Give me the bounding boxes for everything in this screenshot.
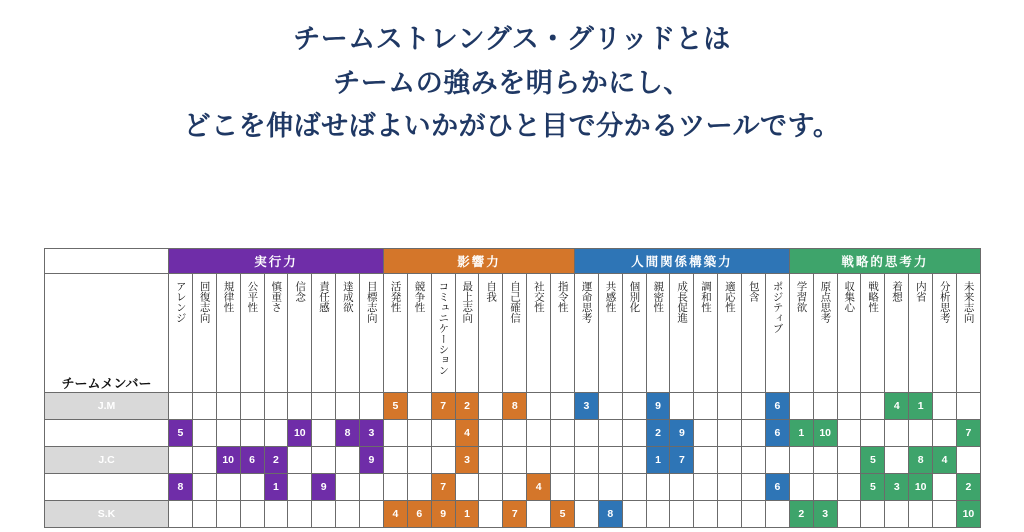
grid-cell-empty	[312, 420, 336, 447]
grid-cell-empty	[789, 393, 813, 420]
grid-cell-empty	[622, 447, 646, 474]
category-label: 戦略性	[867, 281, 880, 313]
grid-cell-empty	[503, 447, 527, 474]
grid-cell-empty	[742, 393, 766, 420]
grid-cell-value: 6	[240, 447, 264, 474]
category-label: 調和性	[700, 281, 713, 313]
grid-cell-empty	[670, 393, 694, 420]
grid-cell-empty	[789, 447, 813, 474]
grid-body	[45, 393, 981, 528]
grid-cell-empty	[861, 393, 885, 420]
grid-cell-empty	[527, 393, 551, 420]
category-header	[765, 274, 789, 393]
grid-cell-empty	[360, 501, 384, 528]
grid-cell-empty	[837, 447, 861, 474]
grid-cell-empty	[813, 447, 837, 474]
grid-cell-value: 9	[670, 420, 694, 447]
grid-cell-empty	[264, 393, 288, 420]
grid-cell-empty	[407, 474, 431, 501]
category-header	[837, 274, 861, 393]
grid-cell-empty	[240, 501, 264, 528]
table-row	[45, 447, 981, 474]
grid-cell-value: 9	[312, 474, 336, 501]
category-label: 個別化	[628, 281, 641, 313]
grid-cell-empty	[694, 447, 718, 474]
grid-cell-empty	[503, 420, 527, 447]
grid-cell-value: 3	[813, 501, 837, 528]
category-header	[694, 274, 718, 393]
grid-cell-empty	[742, 447, 766, 474]
grid-cell-empty	[694, 474, 718, 501]
category-header	[909, 274, 933, 393]
grid-cell-value: 10	[216, 447, 240, 474]
grid-cell-empty	[646, 501, 670, 528]
grid-cell-value: 2	[789, 501, 813, 528]
grid-cell-empty	[240, 420, 264, 447]
grid-cell-empty	[192, 501, 216, 528]
category-header	[216, 274, 240, 393]
grid-cell-empty	[742, 474, 766, 501]
category-label: 自我	[485, 281, 498, 302]
category-label: 指令性	[556, 281, 569, 313]
category-label: 未来志向	[962, 281, 975, 323]
grid-cell-empty	[837, 474, 861, 501]
category-header	[861, 274, 885, 393]
grid-cell-value: 2	[264, 447, 288, 474]
grid-cell-empty	[622, 501, 646, 528]
grid-cell-empty	[336, 501, 360, 528]
category-header	[551, 274, 575, 393]
grid-cell-empty	[837, 393, 861, 420]
grid-cell-empty	[646, 474, 670, 501]
category-header	[956, 274, 980, 393]
grid-cell-value: 1	[264, 474, 288, 501]
category-header	[527, 274, 551, 393]
grid-cell-value: 4	[383, 501, 407, 528]
grid-cell-value: 2	[455, 393, 479, 420]
category-header	[670, 274, 694, 393]
grid-cell-empty	[885, 501, 909, 528]
grid-cell-empty	[360, 393, 384, 420]
category-label: 運命思考	[580, 281, 593, 323]
category-label: 内省	[914, 281, 927, 302]
category-header	[885, 274, 909, 393]
grid-cell-empty	[169, 447, 193, 474]
category-header	[479, 274, 503, 393]
grid-cell-empty	[288, 501, 312, 528]
grid-cell-value: 6	[765, 393, 789, 420]
grid-cell-value: 4	[933, 447, 957, 474]
grid-cell-empty	[765, 501, 789, 528]
grid-cell-empty	[718, 501, 742, 528]
grid-cell-value: 8	[336, 420, 360, 447]
grid-cell-empty	[527, 501, 551, 528]
grid-cell-value: 9	[360, 447, 384, 474]
category-header	[622, 274, 646, 393]
category-header	[288, 274, 312, 393]
category-label: 達成欲	[341, 281, 354, 313]
grid-cell-empty	[383, 474, 407, 501]
grid-cell-value: 1	[909, 393, 933, 420]
group-header-corner	[45, 249, 169, 274]
grid-cell-empty	[718, 420, 742, 447]
grid-cell-empty	[551, 474, 575, 501]
grid-cell-value: 4	[527, 474, 551, 501]
grid-cell-empty	[837, 420, 861, 447]
grid-cell-empty	[933, 501, 957, 528]
grid-cell-empty	[192, 474, 216, 501]
grid-cell-value: 7	[956, 420, 980, 447]
grid-cell-empty	[622, 474, 646, 501]
grid-cell-empty	[336, 474, 360, 501]
grid-cell-empty	[574, 420, 598, 447]
grid-cell-value: 5	[551, 501, 575, 528]
grid-cell-empty	[169, 393, 193, 420]
grid-cell-value: 9	[646, 393, 670, 420]
category-label: 最上志向	[461, 281, 474, 323]
grid-cell-empty	[192, 447, 216, 474]
grid-cell-empty	[216, 420, 240, 447]
grid-cell-empty	[479, 420, 503, 447]
category-header	[718, 274, 742, 393]
grid-cell-empty	[694, 501, 718, 528]
category-label: アレンジ	[174, 281, 187, 323]
grid-cell-empty	[360, 474, 384, 501]
category-label: 社交性	[532, 281, 545, 313]
grid-cell-empty	[216, 393, 240, 420]
grid-cell-empty	[598, 393, 622, 420]
grid-cell-value: 8	[909, 447, 933, 474]
grid-cell-value: 8	[598, 501, 622, 528]
category-label: 慎重さ	[270, 281, 283, 313]
grid-cell-empty	[813, 474, 837, 501]
grid-cell-empty	[455, 474, 479, 501]
grid-cell-empty	[336, 393, 360, 420]
table-row	[45, 501, 981, 528]
grid-cell-empty	[885, 447, 909, 474]
category-header	[383, 274, 407, 393]
table-row	[45, 393, 981, 420]
group-header-4: 戦略的思考力	[789, 249, 980, 274]
category-label: 活発性	[389, 281, 402, 313]
grid-cell-empty	[694, 420, 718, 447]
grid-cell-empty	[742, 420, 766, 447]
grid-cell-empty	[288, 474, 312, 501]
grid-cell-empty	[479, 474, 503, 501]
category-header	[598, 274, 622, 393]
grid-cell-value: 6	[765, 420, 789, 447]
grid-cell-value: 5	[169, 420, 193, 447]
member-name: S.K	[45, 501, 169, 528]
grid-cell-value: 7	[670, 447, 694, 474]
grid-cell-empty	[431, 420, 455, 447]
strengths-grid	[44, 248, 980, 528]
member-name: J.M	[45, 393, 169, 420]
category-label: 学習欲	[795, 281, 808, 313]
category-header	[431, 274, 455, 393]
category-label: 責任感	[317, 281, 330, 313]
grid-cell-empty	[861, 420, 885, 447]
grid-cell-value: 8	[169, 474, 193, 501]
grid-cell-empty	[885, 420, 909, 447]
category-header	[169, 274, 193, 393]
grid-cell-value: 1	[455, 501, 479, 528]
grid-cell-empty	[622, 393, 646, 420]
grid-cell-empty	[551, 447, 575, 474]
grid-cell-empty	[288, 447, 312, 474]
grid-cell-value: 4	[885, 393, 909, 420]
category-label: 自己確信	[509, 281, 522, 323]
grid-cell-value: 10	[813, 420, 837, 447]
grid-cell-value: 6	[765, 474, 789, 501]
category-label: 原点思考	[819, 281, 832, 323]
category-label: 分析思考	[938, 281, 951, 323]
grid-cell-empty	[670, 474, 694, 501]
category-header	[336, 274, 360, 393]
category-header	[574, 274, 598, 393]
grid-cell-empty	[789, 474, 813, 501]
grid-cell-value: 3	[885, 474, 909, 501]
grid-cell-value: 7	[503, 501, 527, 528]
grid-cell-empty	[336, 447, 360, 474]
category-label: 親密性	[652, 281, 665, 313]
category-header	[742, 274, 766, 393]
category-header-row	[45, 274, 981, 393]
grid-cell-value: 3	[455, 447, 479, 474]
page-title	[0, 0, 1024, 149]
member-name: J.C	[45, 447, 169, 474]
category-label: 回復志向	[198, 281, 211, 323]
grid-cell-empty	[574, 447, 598, 474]
grid-cell-empty	[312, 447, 336, 474]
category-header	[813, 274, 837, 393]
table-row	[45, 474, 981, 501]
grid-cell-empty	[956, 393, 980, 420]
grid-cell-empty	[240, 393, 264, 420]
strengths-grid-table	[44, 248, 981, 528]
grid-cell-value: 6	[407, 501, 431, 528]
grid-cell-value: 7	[431, 474, 455, 501]
grid-cell-empty	[813, 393, 837, 420]
grid-cell-empty	[407, 420, 431, 447]
grid-cell-empty	[574, 474, 598, 501]
category-header	[503, 274, 527, 393]
grid-cell-empty	[312, 393, 336, 420]
category-label: 着想	[891, 281, 904, 302]
grid-cell-empty	[574, 501, 598, 528]
grid-cell-value: 8	[503, 393, 527, 420]
table-row	[45, 420, 981, 447]
grid-cell-value: 10	[909, 474, 933, 501]
grid-cell-empty	[694, 393, 718, 420]
grid-cell-empty	[169, 501, 193, 528]
grid-cell-empty	[837, 501, 861, 528]
grid-cell-empty	[933, 393, 957, 420]
grid-cell-empty	[216, 474, 240, 501]
category-label: 成長促進	[676, 281, 689, 323]
grid-cell-empty	[192, 393, 216, 420]
category-header	[407, 274, 431, 393]
title-line-1: チームストレングス・グリッドとは	[293, 24, 731, 54]
grid-cell-empty	[909, 501, 933, 528]
grid-cell-empty	[407, 447, 431, 474]
grid-cell-empty	[288, 393, 312, 420]
grid-cell-value: 2	[646, 420, 670, 447]
grid-cell-empty	[861, 501, 885, 528]
category-label: 目標志向	[365, 281, 378, 323]
category-label: 規律性	[222, 281, 235, 313]
grid-cell-empty	[240, 474, 264, 501]
grid-cell-empty	[956, 447, 980, 474]
grid-cell-empty	[431, 447, 455, 474]
grid-cell-empty	[479, 501, 503, 528]
category-label: 適応性	[723, 281, 736, 313]
grid-cell-value: 10	[956, 501, 980, 528]
grid-cell-empty	[718, 474, 742, 501]
title-line-3: どこを伸ばせばよいかがひと目で分かるツールです。	[183, 111, 841, 142]
member-name: K.O	[45, 474, 169, 501]
grid-cell-value: 3	[360, 420, 384, 447]
grid-cell-value: 2	[956, 474, 980, 501]
grid-cell-empty	[479, 393, 503, 420]
grid-cell-value: 7	[431, 393, 455, 420]
grid-cell-value: 5	[861, 474, 885, 501]
grid-cell-empty	[264, 501, 288, 528]
category-label: 信念	[294, 281, 307, 302]
grid-cell-empty	[622, 420, 646, 447]
grid-cell-empty	[479, 447, 503, 474]
category-header	[933, 274, 957, 393]
grid-cell-value: 5	[383, 393, 407, 420]
category-label: ポジティブ	[771, 281, 784, 334]
category-label: 公平性	[246, 281, 259, 313]
grid-cell-empty	[742, 501, 766, 528]
grid-cell-empty	[598, 474, 622, 501]
grid-cell-empty	[670, 501, 694, 528]
grid-cell-empty	[264, 420, 288, 447]
group-header-1: 実行力	[169, 249, 384, 274]
grid-cell-empty	[933, 420, 957, 447]
grid-cell-empty	[933, 474, 957, 501]
grid-cell-empty	[383, 420, 407, 447]
grid-cell-empty	[407, 393, 431, 420]
group-header-3: 人間関係構築力	[574, 249, 789, 274]
grid-cell-empty	[598, 447, 622, 474]
grid-cell-value: 9	[431, 501, 455, 528]
title-line-2: チームの強みを明らかにし、	[333, 67, 691, 98]
group-header-2: 影響力	[383, 249, 574, 274]
category-label: 収集心	[843, 281, 856, 313]
grid-cell-value: 4	[455, 420, 479, 447]
grid-cell-empty	[718, 393, 742, 420]
category-header	[789, 274, 813, 393]
category-label: 包含	[747, 281, 760, 302]
category-label: 共感性	[604, 281, 617, 313]
grid-cell-empty	[192, 420, 216, 447]
grid-cell-value: 1	[646, 447, 670, 474]
category-header	[264, 274, 288, 393]
corner-label: チームメンバー	[45, 274, 169, 393]
member-name: T.N	[45, 420, 169, 447]
grid-cell-value: 5	[861, 447, 885, 474]
category-header	[646, 274, 670, 393]
grid-cell-empty	[503, 474, 527, 501]
grid-cell-empty	[718, 447, 742, 474]
category-label: コミュニケーション	[437, 281, 450, 376]
grid-cell-empty	[527, 420, 551, 447]
category-header	[240, 274, 264, 393]
grid-cell-value: 10	[288, 420, 312, 447]
category-header	[360, 274, 384, 393]
grid-cell-empty	[383, 447, 407, 474]
grid-cell-empty	[216, 501, 240, 528]
grid-cell-empty	[765, 447, 789, 474]
grid-cell-empty	[312, 501, 336, 528]
category-header	[312, 274, 336, 393]
grid-cell-empty	[909, 420, 933, 447]
group-header-row	[45, 249, 981, 274]
category-label: 競争性	[413, 281, 426, 313]
grid-cell-value: 3	[574, 393, 598, 420]
grid-cell-empty	[551, 393, 575, 420]
category-header	[192, 274, 216, 393]
grid-cell-empty	[598, 420, 622, 447]
grid-cell-empty	[551, 420, 575, 447]
grid-cell-value: 1	[789, 420, 813, 447]
category-header	[455, 274, 479, 393]
grid-cell-empty	[527, 447, 551, 474]
